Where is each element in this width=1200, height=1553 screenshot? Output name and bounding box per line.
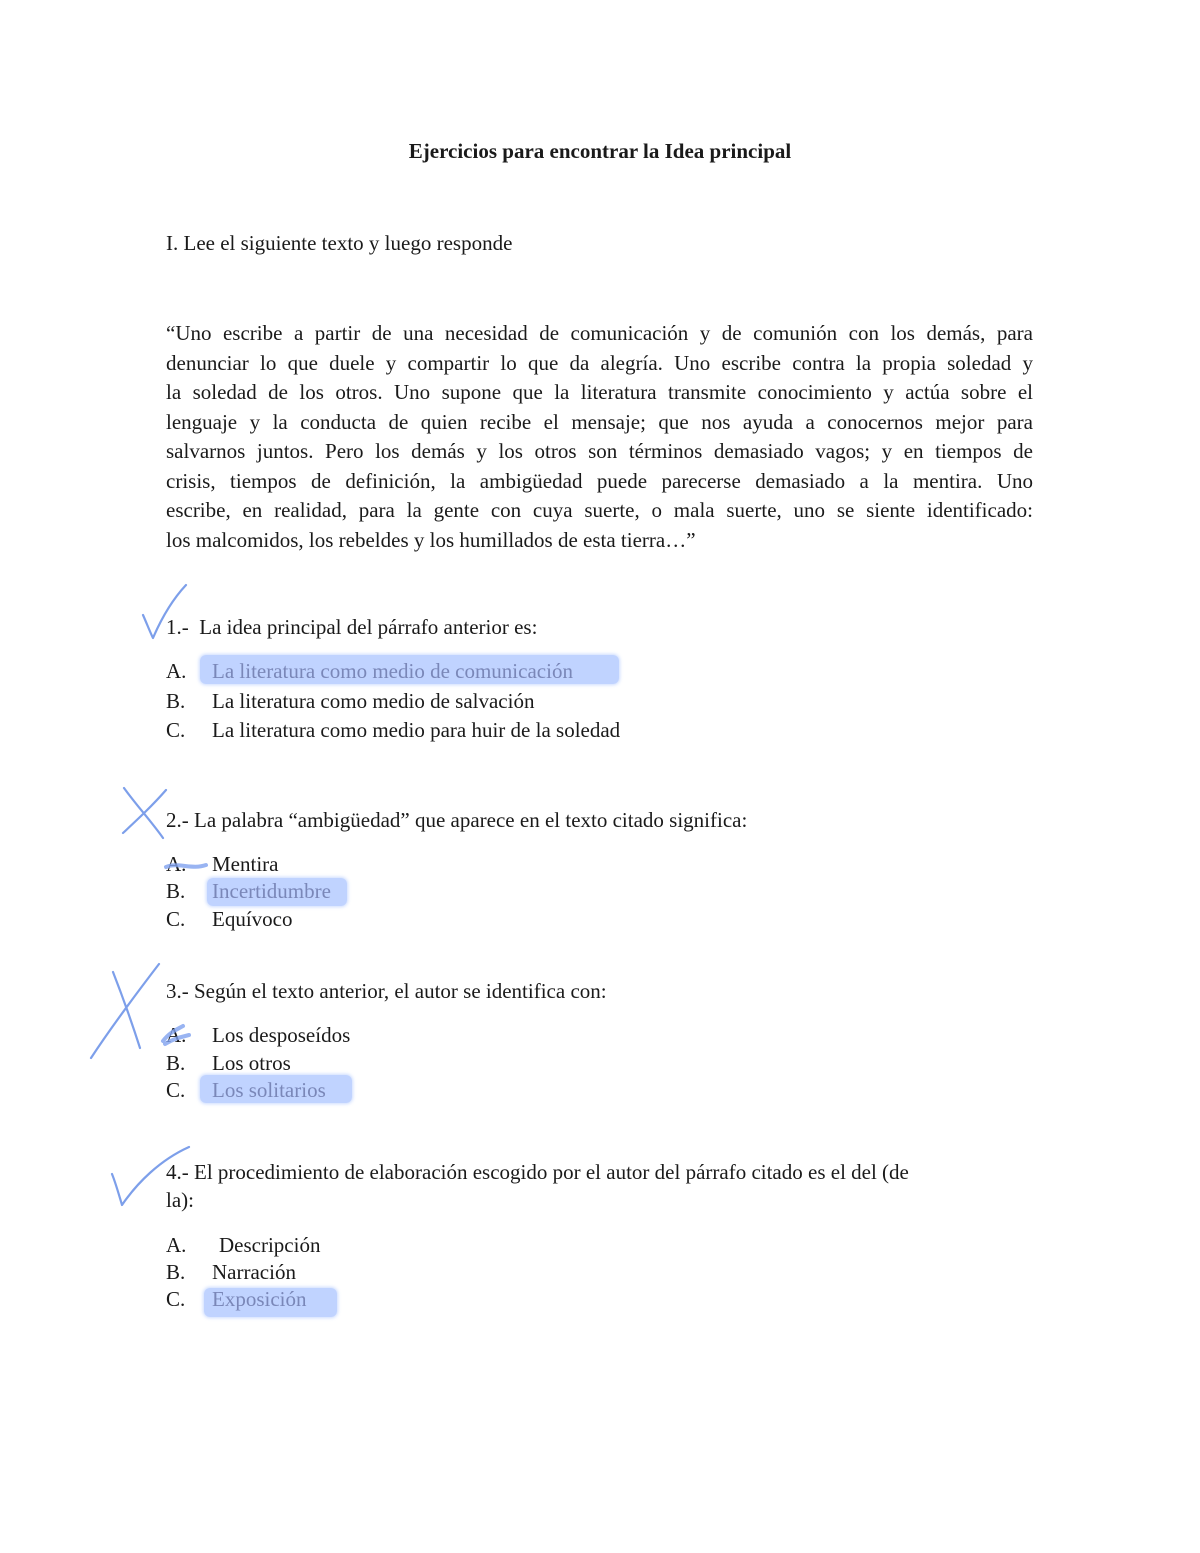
question-number: 3.- [166, 979, 189, 1003]
option-letter: A. [166, 852, 187, 876]
question-2 [166, 808, 747, 833]
question-4 [166, 1160, 909, 1185]
option-letter: C. [166, 1078, 186, 1102]
option-text: Los desposeídos [212, 1023, 351, 1047]
option-letter: B. [166, 1051, 186, 1075]
instruction-line: I. Lee el siguiente texto y luego responde [166, 231, 513, 255]
option-letter: C. [166, 1287, 186, 1311]
option-text: Los otros [212, 1051, 291, 1075]
question-text: El procedimiento de elaboración escogido por el autor del párrafo citado es el del (de [194, 1160, 909, 1184]
cross-mark-icon [123, 788, 166, 838]
question-text: La idea principal del párrafo anterior es: [199, 615, 538, 639]
question-number: 4.- [166, 1160, 189, 1184]
option-letter: A. [166, 659, 187, 683]
quoted-passage [166, 319, 1033, 555]
passage-line: crisis, tiempos de definición, la ambigüedad puede parecerse demasiado a la mentira. Uno [166, 468, 1033, 493]
question-4-continuation: la): [166, 1188, 194, 1212]
option-text: Incertidumbre [212, 879, 331, 903]
page-title: Ejercicios para encontrar la Idea principal [408, 139, 792, 163]
option-letter: C. [166, 907, 186, 931]
option-letter: A. [166, 1023, 187, 1047]
question-3 [166, 979, 607, 1004]
option-text: Los solitarios [212, 1078, 326, 1102]
passage-line: los malcomidos, los rebeldes y los humillados de esta tierra…” [166, 527, 696, 552]
passage-line: denunciar lo que duele y compartir lo que da alegría. Uno escribe contra la propia soledad y [166, 350, 1033, 375]
option-text: Exposición [212, 1287, 307, 1311]
passage-line: escribe, en realidad, para la gente con cuya suerte, o mala suerte, uno se siente identificado: [166, 498, 1033, 522]
question-number: 2.- [166, 808, 189, 832]
passage-line: “Uno escribe a partir de una necesidad de comunicación y de comunión con los demás, para [166, 321, 1033, 345]
question-number: 1.- [166, 615, 189, 639]
option-text: La literatura como medio de salvación [212, 689, 535, 713]
question-text: Según el texto anterior, el autor se identifica con: [194, 979, 607, 1003]
option-letter: B. [166, 1260, 186, 1284]
option-letter: A. [166, 1233, 187, 1257]
option-text: Mentira [212, 852, 279, 876]
option-text: Equívoco [212, 907, 293, 931]
question-1 [166, 615, 537, 640]
option-text: Descripción [219, 1233, 321, 1257]
question-text: La palabra “ambigüedad” que aparece en el texto citado significa: [194, 808, 748, 832]
passage-line: salvarnos juntos. Pero los demás y los otros son términos demasiado vagos; y en tiempos de [166, 439, 1033, 463]
option-text: La literatura como medio de comunicación [212, 659, 573, 683]
passage-line: lenguaje y la conducta de quien recibe el mensaje; que nos ayuda a conocernos mejor para [166, 409, 1033, 434]
passage-line: la soledad de los otros. Uno supone que la literatura transmite conocimiento y actúa sobre el [166, 380, 1033, 404]
option-text: La literatura como medio para huir de la soledad [212, 718, 621, 742]
option-text: Narración [212, 1260, 296, 1284]
cross-mark-icon [91, 964, 159, 1058]
option-letter: C. [166, 718, 186, 742]
option-letter: B. [166, 879, 186, 903]
option-letter: B. [166, 689, 186, 713]
